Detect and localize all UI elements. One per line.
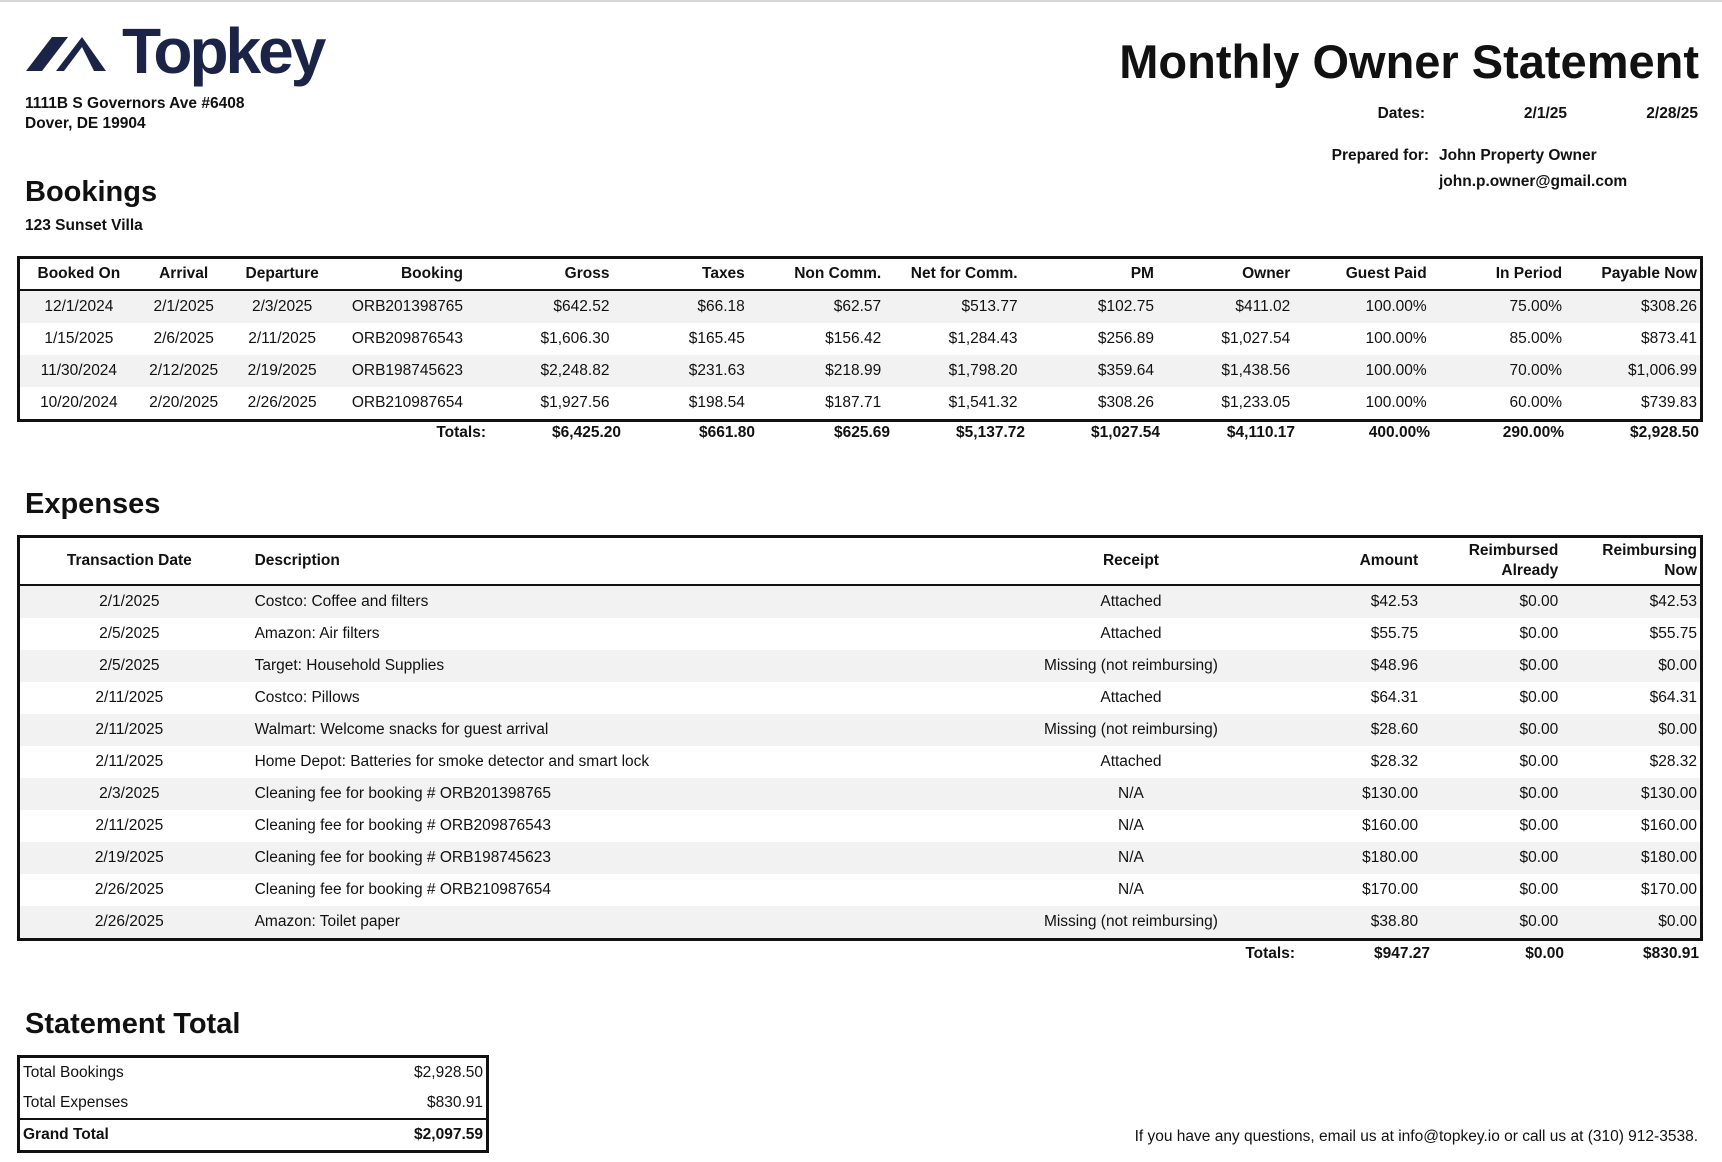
amount-cell: $28.32 (1370, 753, 1419, 770)
reimbursed-already-cell: $0.00 (1519, 625, 1559, 642)
date-cell: 2/3/2025 (19, 778, 239, 810)
total-gross: $6,425.20 (552, 424, 621, 441)
col-reimbursed-already (1421, 537, 1561, 586)
table-row (19, 290, 1702, 323)
receipt-cell: N/A (1118, 817, 1144, 834)
total-bookings-value: $2,928.50 (414, 1064, 483, 1081)
date-cell: 2/1/2025 (19, 585, 239, 618)
owner-email: john.p.owner@gmail.com (1439, 173, 1628, 190)
date-cell: 2/11/2025 (95, 753, 164, 770)
guest-paid-cell: 100.00% (1365, 330, 1427, 347)
topkey-logo (26, 15, 326, 87)
prepared-for-label: Prepared for: (1331, 147, 1429, 164)
departure-cell: 2/3/2025 (230, 290, 335, 323)
mountain-logo-icon (26, 31, 116, 71)
dates-label: Dates: (1377, 105, 1425, 122)
col-gross: Gross (466, 258, 612, 291)
total-owner: $4,110.17 (1226, 424, 1295, 441)
in-period-cell: 75.00% (1430, 290, 1565, 323)
receipt-cell: Missing (not reimbursing) (1007, 906, 1255, 940)
arrival-cell: 2/20/2025 (149, 394, 219, 411)
departure-cell: 2/26/2025 (247, 394, 317, 411)
top-divider (0, 0, 1722, 2)
owner-name: John Property Owner (1439, 147, 1597, 164)
grand-total-label: Grand Total (19, 1119, 321, 1152)
reimbursed-already-cell: $0.00 (1421, 714, 1561, 746)
net-for-comm-cell: $1,284.43 (948, 330, 1018, 347)
description-cell: Cleaning fee for booking # ORB210987654 (254, 881, 552, 898)
net-for-comm-cell: $1,798.20 (884, 355, 1020, 387)
col-receipt: Receipt (1007, 537, 1255, 586)
col-pm: PM (1021, 258, 1157, 291)
amount-cell: $160.00 (1362, 817, 1419, 834)
reimbursing-now-cell: $130.00 (1561, 778, 1701, 810)
bookings-totals-label: Totals: (436, 424, 486, 441)
date-cell: 2/5/2025 (99, 625, 160, 642)
taxes-cell: $231.63 (612, 355, 747, 387)
reimbursed-already-cell: $0.00 (1519, 817, 1559, 834)
owner-cell: $1,438.56 (1157, 355, 1293, 387)
payable-now-cell: $739.83 (1640, 394, 1697, 411)
table-row (19, 323, 1702, 355)
table-row (19, 746, 1702, 778)
description-cell: Home Depot: Batteries for smoke detector and smart lock (254, 753, 650, 770)
table-row (19, 810, 1702, 842)
reimbursing-now-cell: $28.32 (1649, 753, 1697, 770)
reimbursed-already-cell: $0.00 (1519, 881, 1559, 898)
col-booked-on: Booked On (19, 258, 138, 291)
in-period-cell: 85.00% (1509, 330, 1563, 347)
table-row (19, 842, 1702, 874)
property-name: 123 Sunset Villa (25, 217, 143, 234)
total-expenses-value: $830.91 (426, 1094, 483, 1111)
guest-paid-cell: 100.00% (1365, 394, 1427, 411)
total-reimbursed-already: $0.00 (1525, 945, 1564, 962)
col-net-for-comm: Net for Comm. (884, 258, 1020, 291)
amount-cell: $28.60 (1255, 714, 1421, 746)
total-net-for-comm: $5,137.72 (956, 424, 1025, 441)
reimbursed-already-cell: $0.00 (1421, 778, 1561, 810)
address-line-1: 1111B S Governors Ave #6408 (25, 95, 245, 112)
total-amount: $947.27 (1373, 945, 1430, 962)
bookings-table (17, 256, 1703, 422)
date-cell: 2/5/2025 (19, 650, 239, 682)
description-cell: Cleaning fee for booking # ORB201398765 (239, 778, 1007, 810)
departure-cell: 2/11/2025 (248, 330, 317, 347)
gross-cell: $1,927.56 (540, 394, 610, 411)
reimbursed-already-cell: $0.00 (1519, 753, 1559, 770)
reimbursed-already-cell: $0.00 (1421, 585, 1561, 618)
description-cell: Costco: Coffee and filters (239, 585, 1007, 618)
arrival-cell: 2/6/2025 (153, 330, 214, 347)
booking-cell: ORB210987654 (351, 394, 463, 411)
non-comm-cell: $62.57 (748, 290, 884, 323)
reimbursing-now-cell: $0.00 (1561, 650, 1701, 682)
statement-total-heading: Statement Total (25, 1008, 241, 1040)
reimbursed-already-cell: $0.00 (1421, 650, 1561, 682)
reimbursing-now-cell: $0.00 (1561, 714, 1701, 746)
amount-cell: $48.96 (1255, 650, 1421, 682)
col-booking: Booking (335, 258, 466, 291)
date-cell: 2/26/2025 (94, 881, 164, 898)
table-row (19, 778, 1702, 810)
reimbursing-now-cell: $170.00 (1640, 881, 1697, 898)
description-cell: Cleaning fee for booking # ORB198745623 (239, 842, 1007, 874)
col-non-comm: Non Comm. (748, 258, 884, 291)
total-payable-now: $2,928.50 (1630, 424, 1699, 441)
reimbursed-already-cell: $0.00 (1421, 906, 1561, 940)
description-cell: Walmart: Welcome snacks for guest arrival (239, 714, 1007, 746)
date-cell: 2/11/2025 (19, 714, 239, 746)
receipt-cell: Missing (not reimbursing) (1007, 650, 1255, 682)
col-reimbursing-now-line1: Reimbursing (1602, 542, 1697, 559)
address-line-2: Dover, DE 19904 (25, 115, 146, 132)
date-cell: 2/26/2025 (19, 906, 239, 940)
pm-cell: $256.89 (1097, 330, 1154, 347)
booked-on-cell: 12/1/2024 (19, 290, 138, 323)
owner-cell: $1,233.05 (1221, 394, 1291, 411)
booked-on-cell: 1/15/2025 (44, 330, 114, 347)
col-reimbursed-already-line1: Reimbursed (1468, 542, 1559, 559)
gross-cell: $642.52 (466, 290, 612, 323)
col-payable-now: Payable Now (1565, 258, 1701, 291)
bookings-heading: Bookings (25, 176, 158, 208)
pm-cell: $102.75 (1021, 290, 1157, 323)
date-start: 2/1/25 (1523, 105, 1567, 122)
gross-cell: $2,248.82 (466, 355, 612, 387)
description-cell: Amazon: Air filters (254, 625, 380, 642)
statement-total-table (17, 1055, 489, 1153)
owner-cell: $411.02 (1157, 290, 1293, 323)
payable-now-cell: $873.41 (1640, 330, 1697, 347)
table-row (19, 355, 1702, 387)
reimbursing-now-cell: $160.00 (1640, 817, 1697, 834)
guest-paid-cell: 100.00% (1293, 355, 1429, 387)
booking-cell: ORB201398765 (335, 290, 466, 323)
pm-cell: $308.26 (1097, 394, 1154, 411)
arrival-cell: 2/12/2025 (138, 355, 230, 387)
col-description: Description (239, 537, 1007, 586)
date-cell: 2/11/2025 (95, 817, 164, 834)
table-row (19, 618, 1702, 650)
page-title: Monthly Owner Statement (1119, 35, 1699, 88)
total-bookings-row (19, 1057, 488, 1089)
receipt-cell: N/A (1007, 778, 1255, 810)
receipt-cell: N/A (1007, 842, 1255, 874)
guest-paid-cell: 100.00% (1293, 290, 1429, 323)
reimbursing-now-cell: $0.00 (1561, 906, 1701, 940)
amount-cell: $42.53 (1255, 585, 1421, 618)
date-end: 2/28/25 (1646, 105, 1698, 122)
amount-cell: $64.31 (1370, 689, 1419, 706)
total-bookings-label: Total Bookings (23, 1064, 124, 1081)
amount-cell: $38.80 (1255, 906, 1421, 940)
logo-wordmark: Topkey (122, 15, 324, 87)
in-period-cell: 70.00% (1430, 355, 1565, 387)
table-row (19, 585, 1702, 618)
receipt-cell: Attached (1100, 625, 1162, 642)
arrival-cell: 2/1/2025 (138, 290, 230, 323)
total-in-period: 290.00% (1502, 424, 1564, 441)
amount-cell: $170.00 (1362, 881, 1419, 898)
col-in-period: In Period (1430, 258, 1565, 291)
description-cell: Costco: Pillows (254, 689, 360, 706)
reimbursed-already-cell: $0.00 (1421, 842, 1561, 874)
total-expenses-label: Total Expenses (23, 1094, 129, 1111)
bookings-header-row (19, 258, 1702, 291)
booking-cell: ORB198745623 (335, 355, 466, 387)
expenses-header-row (19, 537, 1702, 586)
booked-on-cell: 11/30/2024 (19, 355, 138, 387)
taxes-cell: $198.54 (688, 394, 745, 411)
reimbursing-now-cell: $180.00 (1561, 842, 1701, 874)
amount-cell: $55.75 (1370, 625, 1419, 642)
receipt-cell: N/A (1118, 881, 1144, 898)
table-row (19, 874, 1702, 906)
taxes-cell: $165.45 (688, 330, 745, 347)
col-taxes: Taxes (612, 258, 747, 291)
total-taxes: $661.80 (698, 424, 755, 441)
taxes-cell: $66.18 (612, 290, 747, 323)
col-owner: Owner (1157, 258, 1293, 291)
booked-on-cell: 10/20/2024 (40, 394, 118, 411)
table-row (19, 906, 1702, 940)
pm-cell: $359.64 (1021, 355, 1157, 387)
non-comm-cell: $218.99 (748, 355, 884, 387)
reimbursing-now-cell: $42.53 (1561, 585, 1701, 618)
payable-now-cell: $308.26 (1565, 290, 1701, 323)
company-address (25, 94, 244, 134)
reimbursing-now-cell: $55.75 (1649, 625, 1697, 642)
table-row (19, 714, 1702, 746)
table-row (19, 650, 1702, 682)
payable-now-cell: $1,006.99 (1565, 355, 1701, 387)
net-for-comm-cell: $513.77 (884, 290, 1020, 323)
total-reimbursing-now: $830.91 (1642, 945, 1699, 962)
date-cell: 2/19/2025 (19, 842, 239, 874)
col-amount: Amount (1255, 537, 1421, 586)
in-period-cell: 60.00% (1509, 394, 1563, 411)
receipt-cell: Attached (1100, 753, 1162, 770)
table-row (19, 387, 1702, 421)
col-transaction-date: Transaction Date (19, 537, 239, 586)
total-expenses-row (19, 1088, 488, 1119)
table-row (19, 682, 1702, 714)
receipt-cell: Attached (1100, 689, 1162, 706)
total-non-comm: $625.69 (833, 424, 890, 441)
reimbursing-now-cell: $64.31 (1649, 689, 1697, 706)
expenses-table (17, 535, 1703, 941)
col-reimbursed-already-line2: Already (1501, 562, 1559, 579)
col-guest-paid: Guest Paid (1293, 258, 1429, 291)
col-arrival: Arrival (138, 258, 230, 291)
owner-cell: $1,027.54 (1221, 330, 1291, 347)
date-cell: 2/11/2025 (95, 689, 164, 706)
description-cell: Target: Household Supplies (239, 650, 1007, 682)
col-reimbursing-now-line2: Now (1664, 562, 1697, 579)
total-pm: $1,027.54 (1091, 424, 1160, 441)
amount-cell: $180.00 (1255, 842, 1421, 874)
contact-footer: If you have any questions, email us at info@topkey.io or call us at (310) 912-3538. (1134, 1128, 1698, 1145)
total-guest-paid: 400.00% (1368, 424, 1430, 441)
col-reimbursing-now (1561, 537, 1701, 586)
description-cell: Cleaning fee for booking # ORB209876543 (254, 817, 552, 834)
amount-cell: $130.00 (1255, 778, 1421, 810)
receipt-cell: Missing (not reimbursing) (1007, 714, 1255, 746)
grand-total-value: $2,097.59 (320, 1119, 487, 1152)
col-departure: Departure (230, 258, 335, 291)
booking-cell: ORB209876543 (351, 330, 463, 347)
gross-cell: $1,606.30 (540, 330, 610, 347)
net-for-comm-cell: $1,541.32 (948, 394, 1018, 411)
non-comm-cell: $187.71 (825, 394, 882, 411)
grand-total-row (19, 1119, 488, 1152)
receipt-cell: Attached (1007, 585, 1255, 618)
departure-cell: 2/19/2025 (230, 355, 335, 387)
reimbursed-already-cell: $0.00 (1519, 689, 1559, 706)
expenses-totals-label: Totals: (1245, 945, 1295, 962)
non-comm-cell: $156.42 (825, 330, 882, 347)
expenses-heading: Expenses (25, 488, 161, 520)
description-cell: Amazon: Toilet paper (239, 906, 1007, 940)
